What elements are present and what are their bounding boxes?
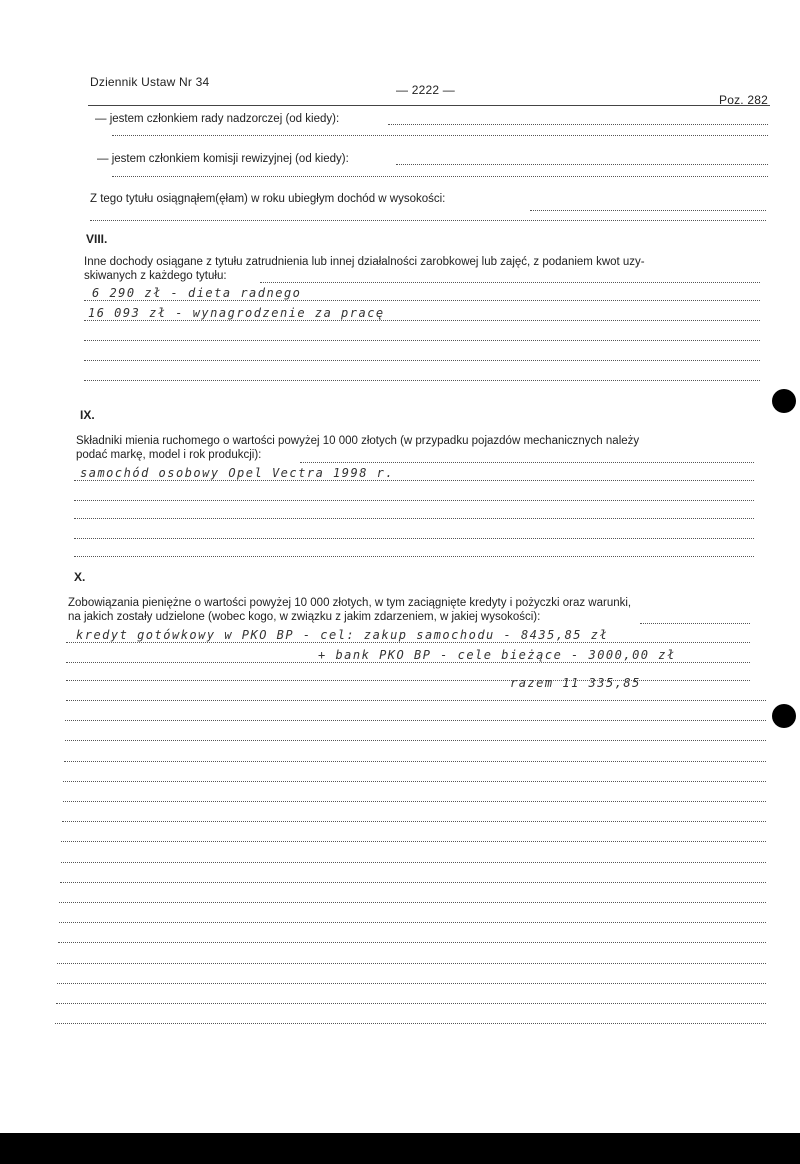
answer-line (74, 500, 754, 501)
answer-line (64, 761, 766, 762)
page-number: — 2222 — (396, 83, 455, 97)
answer-line (84, 300, 760, 301)
answer-line (388, 124, 768, 125)
answer-line (84, 340, 760, 341)
answer-line (300, 462, 754, 463)
answer-line (260, 282, 760, 283)
answer-line (60, 882, 766, 883)
punch-hole (772, 389, 796, 413)
answer-line (66, 662, 750, 663)
answer-line (112, 135, 768, 136)
answer-line (61, 841, 766, 842)
answer-line (66, 680, 750, 681)
position-number: Poz. 282 (719, 93, 768, 107)
answer-line (66, 700, 766, 701)
handwritten-entry: 16 093 zł - wynagrodzenie za pracę (88, 306, 385, 320)
answer-line (63, 781, 766, 782)
journal-title: Dziennik Ustaw Nr 34 (90, 75, 210, 89)
section-viii-number: VIII. (86, 232, 108, 246)
handwritten-entry: samochód osobowy Opel Vectra 1998 r. (80, 466, 395, 480)
section-ix-text-line1: Składniki mienia ruchomego o wartości powyżej 10 000 złotych (w przypadku pojazdów mechanicznych należy (76, 435, 640, 447)
answer-line (530, 210, 766, 211)
answer-line (57, 983, 766, 984)
answer-line (90, 220, 766, 221)
answer-line (640, 623, 750, 624)
komisja-rewizyjna-label: — jestem członkiem komisji rewizyjnej (od kiedy): (97, 153, 349, 165)
section-viii-text-line1: Inne dochody osiągane z tytułu zatrudnienia lub innej działalności zarobkowej lub zajęć, z podaniem kwot uzy- (84, 256, 645, 268)
handwritten-entry: + bank PKO BP - cele bieżące - 3000,00 zł (318, 648, 676, 662)
answer-line (65, 740, 766, 741)
answer-line (84, 320, 760, 321)
section-x-text-line2: na jakich zostały udzielone (wobec kogo, w związku z jakim zdarzeniem, w jakiej wysokości): (68, 611, 541, 623)
answer-line (66, 642, 750, 643)
answer-line (58, 942, 766, 943)
answer-line (63, 801, 766, 802)
punch-hole (772, 704, 796, 728)
header-rule (88, 105, 770, 106)
answer-line (61, 862, 766, 863)
answer-line (74, 556, 754, 557)
answer-line (84, 380, 760, 381)
handwritten-entry: razem 11 335,85 (510, 676, 641, 690)
answer-line (84, 360, 760, 361)
answer-line (112, 176, 768, 177)
answer-line (74, 538, 754, 539)
section-ix-number: IX. (80, 408, 95, 422)
handwritten-entry: 6 290 zł - dieta radnego (92, 286, 302, 300)
handwritten-entry: kredyt gotówkowy w PKO BP - cel: zakup samochodu - 8435,85 zł (76, 628, 609, 642)
answer-line (59, 902, 766, 903)
answer-line (62, 821, 766, 822)
answer-line (55, 1023, 766, 1024)
answer-line (74, 480, 754, 481)
rada-nadzorcza-label: — jestem członkiem rady nadzorczej (od kiedy): (95, 113, 340, 125)
answer-line (56, 1003, 766, 1004)
scan-border (0, 1133, 800, 1164)
answer-line (59, 922, 766, 923)
dochod-label: Z tego tytułu osiągnąłem(ęłam) w roku ubiegłym dochód w wysokości: (90, 193, 446, 205)
answer-line (74, 518, 754, 519)
answer-line (396, 164, 768, 165)
section-viii-text-line2: skiwanych z każdego tytułu: (84, 270, 227, 282)
section-x-number: X. (74, 570, 86, 584)
answer-line (57, 963, 766, 964)
section-x-text-line1: Zobowiązania pieniężne o wartości powyżej 10 000 złotych, w tym zaciągnięte kredyty i pożyczki oraz warunki, (68, 597, 632, 609)
answer-line (65, 720, 766, 721)
section-ix-text-line2: podać markę, model i rok produkcji): (76, 449, 262, 461)
